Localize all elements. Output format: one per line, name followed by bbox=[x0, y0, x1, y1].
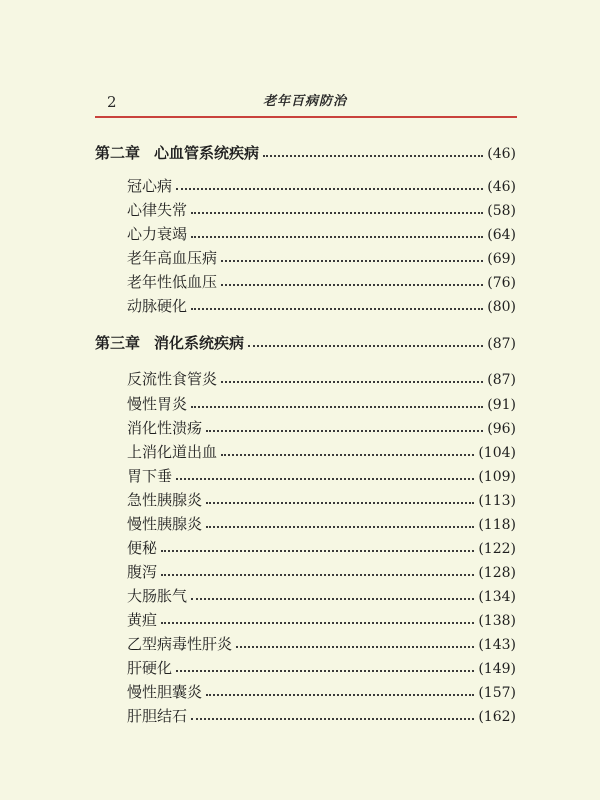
toc-entry-title: 上消化道出血 bbox=[127, 443, 218, 461]
dot-leader bbox=[206, 430, 483, 432]
toc-entry[interactable] bbox=[127, 585, 516, 607]
toc-entry[interactable] bbox=[127, 465, 516, 487]
toc-entry-page: (58) bbox=[487, 203, 516, 219]
toc-entry-page: (96) bbox=[487, 421, 516, 437]
toc-entry-page: (69) bbox=[487, 251, 516, 267]
toc-entry[interactable] bbox=[127, 441, 516, 463]
toc-entry[interactable] bbox=[127, 223, 516, 245]
toc-entry-title: 黄疸 bbox=[127, 611, 158, 629]
chapter-heading[interactable] bbox=[95, 142, 516, 164]
chapter-heading[interactable] bbox=[95, 332, 516, 354]
dot-leader bbox=[191, 406, 483, 408]
toc-entry-page: (80) bbox=[487, 299, 516, 315]
toc-entry[interactable] bbox=[127, 295, 516, 317]
toc-entry-title: 动脉硬化 bbox=[127, 297, 188, 315]
toc-entry[interactable] bbox=[127, 705, 516, 727]
toc-entry[interactable] bbox=[127, 368, 516, 390]
toc-entry-title: 乙型病毒性肝炎 bbox=[127, 635, 233, 653]
dot-leader bbox=[176, 670, 474, 672]
toc-entry[interactable] bbox=[127, 537, 516, 559]
toc-entry-page: (122) bbox=[478, 541, 516, 557]
dot-leader bbox=[191, 718, 474, 720]
dot-leader bbox=[191, 236, 483, 238]
page-number: 2 bbox=[107, 93, 117, 111]
toc-entry-title: 慢性胆囊炎 bbox=[127, 683, 203, 701]
dot-leader bbox=[206, 694, 474, 696]
toc-entry-title: 反流性食管炎 bbox=[127, 370, 218, 388]
dot-leader bbox=[176, 478, 474, 480]
toc-entry-page: (138) bbox=[478, 613, 516, 629]
toc-entry[interactable] bbox=[127, 247, 516, 269]
dot-leader bbox=[221, 381, 483, 383]
toc-entry-page: (91) bbox=[487, 397, 516, 413]
dot-leader bbox=[236, 646, 474, 648]
toc-entry-title: 便秘 bbox=[127, 539, 158, 557]
toc-entry-title: 大肠胀气 bbox=[127, 587, 188, 605]
toc-entry[interactable] bbox=[127, 681, 516, 703]
chapter-title bbox=[95, 142, 259, 164]
toc-entry-title: 慢性胃炎 bbox=[127, 395, 188, 413]
toc-entry-title: 消化性溃疡 bbox=[127, 419, 203, 437]
toc-entry-title: 心律失常 bbox=[127, 201, 188, 219]
chapter-page: (46) bbox=[487, 146, 516, 162]
toc-entry[interactable] bbox=[127, 393, 516, 415]
toc-entry-title: 腹泻 bbox=[127, 563, 158, 581]
toc-entry[interactable] bbox=[127, 199, 516, 221]
chapter-name: 消化系统疾病 bbox=[154, 334, 245, 352]
toc-entry-page: (128) bbox=[478, 565, 516, 581]
toc-entry[interactable] bbox=[127, 513, 516, 535]
running-title: 老年百病防治 bbox=[262, 94, 347, 109]
toc-entry[interactable] bbox=[127, 609, 516, 631]
chapter-name: 心血管系统疾病 bbox=[154, 144, 260, 162]
dot-leader bbox=[161, 550, 474, 552]
toc-entry-page: (162) bbox=[478, 709, 516, 725]
dot-leader bbox=[191, 212, 483, 214]
toc-entry-page: (109) bbox=[478, 469, 516, 485]
toc-entry-page: (46) bbox=[487, 179, 516, 195]
toc-entry[interactable] bbox=[127, 271, 516, 293]
toc-entry-page: (149) bbox=[478, 661, 516, 677]
toc-entry-title: 肝硬化 bbox=[127, 659, 173, 677]
toc-entry[interactable] bbox=[127, 657, 516, 679]
dot-leader bbox=[176, 188, 483, 190]
toc-entry-page: (134) bbox=[478, 589, 516, 605]
chapter-title bbox=[95, 332, 244, 354]
dot-leader bbox=[221, 454, 474, 456]
toc-entry[interactable] bbox=[127, 633, 516, 655]
chapter-number: 第二章 bbox=[95, 144, 141, 162]
toc-entry-title: 慢性胰腺炎 bbox=[127, 515, 203, 533]
toc-entry-page: (76) bbox=[487, 275, 516, 291]
toc-entry-title: 老年性低血压 bbox=[127, 273, 218, 291]
dot-leader bbox=[221, 260, 483, 262]
dot-leader bbox=[191, 308, 483, 310]
dot-leader bbox=[161, 622, 474, 624]
toc-entry-page: (113) bbox=[478, 493, 516, 509]
toc-entry-title: 心力衰竭 bbox=[127, 225, 188, 243]
toc-entry[interactable] bbox=[127, 417, 516, 439]
toc-entry-title: 急性胰腺炎 bbox=[127, 491, 203, 509]
toc-entry-page: (118) bbox=[478, 517, 516, 533]
toc-entry-page: (157) bbox=[478, 685, 516, 701]
dot-leader bbox=[248, 345, 483, 347]
dot-leader bbox=[206, 526, 474, 528]
toc-entry-page: (64) bbox=[487, 227, 516, 243]
toc-entry[interactable] bbox=[127, 561, 516, 583]
dot-leader bbox=[161, 574, 474, 576]
toc-entry-title: 老年高血压病 bbox=[127, 249, 218, 267]
dot-leader bbox=[206, 502, 474, 504]
chapter-page: (87) bbox=[487, 336, 516, 352]
toc-entry-title: 冠心病 bbox=[127, 177, 173, 195]
dot-leader bbox=[191, 598, 474, 600]
toc-entry-title: 肝胆结石 bbox=[127, 707, 188, 725]
toc-entry-page: (87) bbox=[487, 372, 516, 388]
dot-leader bbox=[263, 155, 483, 157]
toc-entry[interactable] bbox=[127, 175, 516, 197]
dot-leader bbox=[221, 284, 483, 286]
toc-entry-page: (104) bbox=[478, 445, 516, 461]
toc-entry-title: 胃下垂 bbox=[127, 467, 173, 485]
chapter-number: 第三章 bbox=[95, 334, 141, 352]
toc-entry-page: (143) bbox=[478, 637, 516, 653]
toc-entry[interactable] bbox=[127, 489, 516, 511]
